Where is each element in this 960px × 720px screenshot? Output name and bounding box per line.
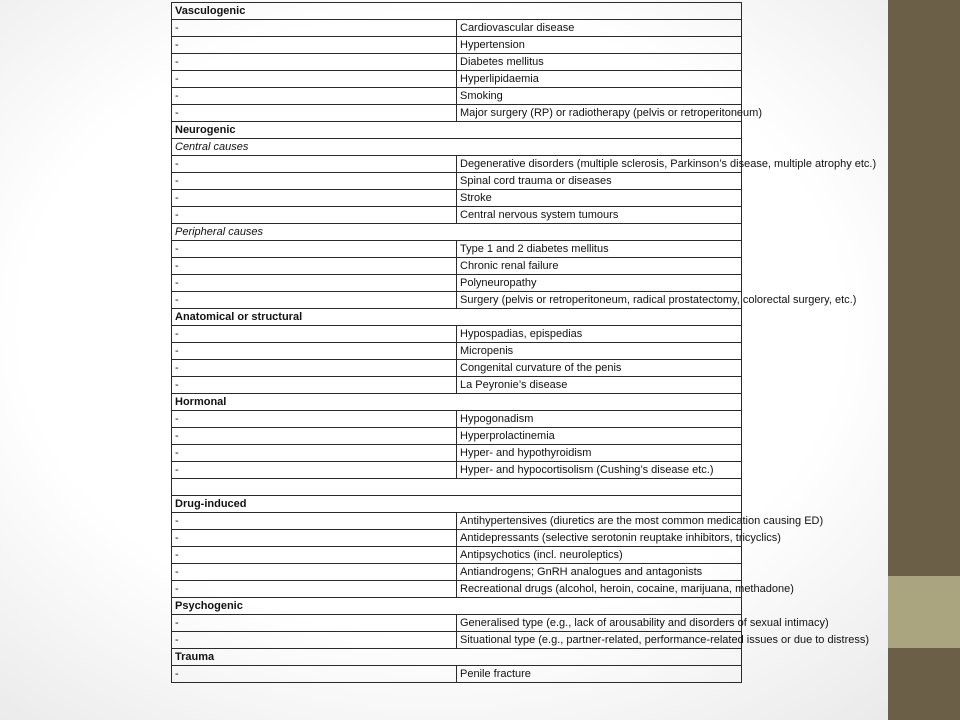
table-row — [172, 564, 742, 581]
category-header — [172, 598, 742, 615]
table-row — [172, 343, 742, 360]
table-row — [172, 377, 742, 394]
row-dash: - — [172, 615, 457, 632]
row-cause-text: Chronic renal failure — [457, 258, 742, 275]
row-cause-text: Congenital curvature of the penis — [457, 360, 742, 377]
row-dash: - — [172, 411, 457, 428]
row-dash: - — [172, 156, 457, 173]
table-row — [172, 615, 742, 632]
row-dash: - — [172, 530, 457, 547]
category-header-label: Drug-induced — [172, 496, 742, 513]
category-header — [172, 394, 742, 411]
row-cause-text: Micropenis — [457, 343, 742, 360]
table-row — [172, 156, 742, 173]
category-header-label: Psychogenic — [172, 598, 742, 615]
row-cause-text: La Peyronie’s disease — [457, 377, 742, 394]
category-header-label: Neurogenic — [172, 122, 742, 139]
row-dash: - — [172, 190, 457, 207]
category-header-label: Vasculogenic — [172, 3, 742, 20]
row-cause-text: Cardiovascular disease — [457, 20, 742, 37]
table-row — [172, 360, 742, 377]
row-dash: - — [172, 105, 457, 122]
table-row — [172, 258, 742, 275]
row-dash: - — [172, 547, 457, 564]
category-header-label: Anatomical or structural — [172, 309, 742, 326]
row-dash: - — [172, 564, 457, 581]
table-row — [172, 428, 742, 445]
table-row — [172, 292, 742, 309]
table-row — [172, 37, 742, 54]
row-cause-text: Hypogonadism — [457, 411, 742, 428]
row-cause-text: Hypertension — [457, 37, 742, 54]
causes-table-container — [171, 2, 877, 683]
table-row — [172, 88, 742, 105]
row-dash: - — [172, 173, 457, 190]
table-row — [172, 513, 742, 530]
table-row — [172, 241, 742, 258]
row-dash: - — [172, 581, 457, 598]
table-section-gap — [172, 479, 742, 496]
category-header — [172, 122, 742, 139]
row-cause-text: Central nervous system tumours — [457, 207, 742, 224]
table-row — [172, 275, 742, 292]
row-cause-text: Smoking — [457, 88, 742, 105]
subcategory-header — [172, 139, 742, 156]
side-band-dark-top — [888, 0, 960, 576]
subcategory-header-label: Peripheral causes — [172, 224, 742, 241]
row-dash: - — [172, 37, 457, 54]
row-dash: - — [172, 54, 457, 71]
row-cause-text: Antiandrogens; GnRH analogues and antagonists — [457, 564, 742, 581]
table-row — [172, 190, 742, 207]
row-cause-text: Surgery (pelvis or retroperitoneum, radical prostatectomy, colorectal surgery, etc.) — [457, 292, 742, 309]
row-cause-text: Antihypertensives (diuretics are the most common medication causing ED) — [457, 513, 742, 530]
row-cause-text: Hypospadias, epispedias — [457, 326, 742, 343]
row-cause-text: Hyper- and hypocortisolism (Cushing’s disease etc.) — [457, 462, 742, 479]
category-header-label: Hormonal — [172, 394, 742, 411]
subcategory-header-label: Central causes — [172, 139, 742, 156]
table-row — [172, 632, 742, 649]
table-row — [172, 666, 742, 683]
row-dash: - — [172, 207, 457, 224]
row-dash: - — [172, 258, 457, 275]
category-header — [172, 649, 742, 666]
table-row — [172, 105, 742, 122]
row-cause-text: Diabetes mellitus — [457, 54, 742, 71]
row-dash: - — [172, 360, 457, 377]
side-band-dark-bottom — [888, 648, 960, 720]
row-cause-text: Hyperlipidaemia — [457, 71, 742, 88]
table-row — [172, 445, 742, 462]
row-dash: - — [172, 445, 457, 462]
category-header — [172, 309, 742, 326]
row-dash: - — [172, 428, 457, 445]
row-cause-text: Antipsychotics (incl. neuroleptics) — [457, 547, 742, 564]
table-row — [172, 20, 742, 37]
row-dash: - — [172, 462, 457, 479]
table-row — [172, 326, 742, 343]
row-cause-text: Spinal cord trauma or diseases — [457, 173, 742, 190]
row-cause-text: Recreational drugs (alcohol, heroin, cocaine, marijuana, methadone) — [457, 581, 742, 598]
row-cause-text: Situational type (e.g., partner-related, performance-related issues or due to distress) — [457, 632, 742, 649]
row-dash: - — [172, 88, 457, 105]
row-cause-text: Hyperprolactinemia — [457, 428, 742, 445]
row-dash: - — [172, 377, 457, 394]
row-dash: - — [172, 666, 457, 683]
row-cause-text: Polyneuropathy — [457, 275, 742, 292]
row-cause-text: Stroke — [457, 190, 742, 207]
causes-table-body — [172, 3, 877, 683]
row-cause-text: Type 1 and 2 diabetes mellitus — [457, 241, 742, 258]
subcategory-header — [172, 224, 742, 241]
row-cause-text: Generalised type (e.g., lack of arousability and disorders of sexual intimacy) — [457, 615, 742, 632]
row-dash: - — [172, 71, 457, 88]
row-dash: - — [172, 20, 457, 37]
row-dash: - — [172, 513, 457, 530]
category-header — [172, 3, 742, 20]
table-row — [172, 462, 742, 479]
category-header — [172, 496, 742, 513]
row-dash: - — [172, 343, 457, 360]
row-cause-text: Antidepressants (selective serotonin reuptake inhibitors, tricyclics) — [457, 530, 742, 547]
causes-table — [171, 2, 877, 683]
table-row — [172, 530, 742, 547]
row-dash: - — [172, 275, 457, 292]
table-section-gap-cell — [172, 479, 742, 496]
row-dash: - — [172, 632, 457, 649]
row-dash: - — [172, 326, 457, 343]
row-cause-text: Major surgery (RP) or radiotherapy (pelvis or retroperitoneum) — [457, 105, 742, 122]
table-row — [172, 581, 742, 598]
table-row — [172, 411, 742, 428]
row-cause-text: Hyper- and hypothyroidism — [457, 445, 742, 462]
row-dash: - — [172, 241, 457, 258]
table-row — [172, 71, 742, 88]
table-row — [172, 173, 742, 190]
row-cause-text: Penile fracture — [457, 666, 742, 683]
table-row — [172, 54, 742, 71]
row-cause-text: Degenerative disorders (multiple sclerosis, Parkinson’s disease, multiple atrophy etc.) — [457, 156, 742, 173]
side-band-light-middle — [888, 576, 960, 648]
row-dash: - — [172, 292, 457, 309]
table-row — [172, 547, 742, 564]
category-header-label: Trauma — [172, 649, 742, 666]
table-row — [172, 207, 742, 224]
